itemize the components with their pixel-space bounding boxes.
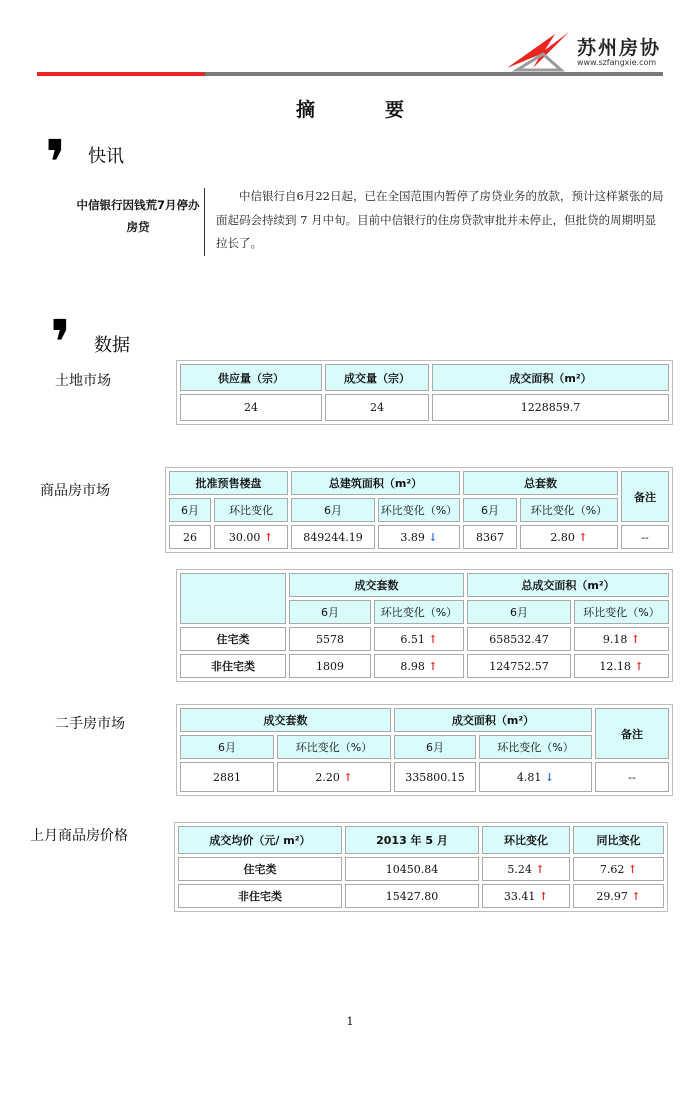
commercial-market-label: 商品房市场 xyxy=(40,483,110,499)
table-cell: -- xyxy=(595,762,669,792)
table-subheader: 6月 xyxy=(291,498,375,522)
brand-url: www.szfangxie.com xyxy=(577,58,657,67)
table-subheader: 6月 xyxy=(180,735,274,759)
table-subheader: 环比变化 xyxy=(214,498,288,522)
page-title: 摘要 xyxy=(295,99,474,121)
table-subheader: 6月 xyxy=(289,600,371,624)
page-number: 1 xyxy=(346,1015,354,1028)
table-cell: 7.62 ↑ xyxy=(573,857,664,881)
section-comma-icon: ❜ xyxy=(50,306,72,379)
arrow-up-icon: ↑ xyxy=(428,659,438,673)
arrow-up-icon: ↑ xyxy=(428,632,438,646)
table-subheader: 环比变化（%） xyxy=(378,498,460,522)
table-subheader: 6月 xyxy=(463,498,517,522)
brand-name: 苏州房协 xyxy=(577,37,662,59)
table-cell: 2.20 ↑ xyxy=(277,762,391,792)
arrow-up-icon: ↑ xyxy=(627,862,638,876)
table-cell: 3.89 ↓ xyxy=(378,525,460,549)
arrow-up-icon: ↑ xyxy=(538,889,549,903)
section-comma-icon: ❜ xyxy=(45,126,67,199)
news-headline: 中信银行因钱荒7月停办房贷 xyxy=(76,198,200,234)
table-header: 成交套数 xyxy=(180,708,391,732)
arrow-up-icon: ↑ xyxy=(535,862,545,876)
table-header: 成交面积（m²） xyxy=(432,364,669,391)
header-rule-grey xyxy=(205,72,663,76)
table-cell: -- xyxy=(621,525,669,549)
table-subheader: 环比变化（%） xyxy=(277,735,391,759)
price-table xyxy=(174,822,668,912)
table-subheader: 环比变化（%） xyxy=(479,735,592,759)
table-cell: 335800.15 xyxy=(394,762,476,792)
table-cell: 29.97 ↑ xyxy=(573,884,664,908)
row-label: 非住宅类 xyxy=(180,654,286,678)
table-cell: 1228859.7 xyxy=(432,394,669,421)
table-header: 成交面积（m²） xyxy=(394,708,592,732)
table-cell: 24 xyxy=(325,394,429,421)
table-header: 总套数 xyxy=(463,471,618,495)
table-header: 供应量（宗） xyxy=(180,364,322,391)
table-cell: 10450.84 xyxy=(345,857,479,881)
table-cell: 1809 xyxy=(289,654,371,678)
table-cell: 5.24 ↑ xyxy=(482,857,570,881)
table-header: 环比变化 xyxy=(482,826,570,854)
table-subheader: 环比变化（%） xyxy=(574,600,669,624)
table-cell: 8.98 ↑ xyxy=(374,654,464,678)
table-header: 2013 年 5 月 xyxy=(345,826,479,854)
table-cell: 8367 xyxy=(463,525,517,549)
table-header: 成交均价（元/ m²） xyxy=(178,826,342,854)
table-subheader: 6月 xyxy=(394,735,476,759)
table-header: 总建筑面积（m²） xyxy=(291,471,460,495)
arrow-up-icon: ↑ xyxy=(631,889,641,903)
arrow-down-icon: ↓ xyxy=(544,770,555,784)
table-subheader: 环比变化（%） xyxy=(520,498,618,522)
row-label: 住宅类 xyxy=(180,627,286,651)
secondhand-market-table xyxy=(176,704,673,796)
table-cell: 26 xyxy=(169,525,211,549)
table-cell: 5578 xyxy=(289,627,371,651)
land-market-label: 土地市场 xyxy=(55,373,111,389)
news-body: 中信银行自6月22日起，已在全国范围内暂停了房贷业务的放款，预计这样紧张的局面起码会持续到 7 月中旬。目前中信银行的住房贷款审批并未停止，但批贷的周期明显拉长了。 xyxy=(216,189,664,250)
table-subheader: 环比变化（%） xyxy=(374,600,464,624)
arrow-down-icon: ↓ xyxy=(428,530,438,544)
commercial-market-table xyxy=(165,467,673,553)
data-section-title: 数据 xyxy=(94,335,130,356)
table-cell: 30.00 ↑ xyxy=(214,525,288,549)
table-header: 备注 xyxy=(621,471,669,522)
table-cell: 12.18 ↑ xyxy=(574,654,669,678)
table-header: 同比变化 xyxy=(573,826,664,854)
arrow-up-icon: ↑ xyxy=(263,530,274,544)
secondhand-market-label: 二手房市场 xyxy=(55,716,125,732)
table-cell: 2.80 ↑ xyxy=(520,525,618,549)
table-cell: 33.41 ↑ xyxy=(482,884,570,908)
arrow-up-icon: ↑ xyxy=(578,530,588,544)
table-header: 总成交面积（m²） xyxy=(467,573,669,597)
news-section-title: 快讯 xyxy=(88,146,124,167)
logo-mark-icon xyxy=(503,28,575,72)
row-label: 住宅类 xyxy=(178,857,342,881)
table-subheader: 6月 xyxy=(467,600,571,624)
table-subheader: 6月 xyxy=(169,498,211,522)
table-cell: 4.81 ↓ xyxy=(479,762,592,792)
deals-breakdown-table xyxy=(176,569,673,682)
arrow-up-icon: ↑ xyxy=(343,770,353,784)
land-market-table xyxy=(176,360,673,425)
table-cell: 6.51 ↑ xyxy=(374,627,464,651)
table-cell: 15427.80 xyxy=(345,884,479,908)
table-corner xyxy=(180,573,286,624)
table-header: 成交套数 xyxy=(289,573,464,597)
news-divider xyxy=(204,188,205,256)
arrow-up-icon: ↑ xyxy=(634,659,644,673)
row-label: 非住宅类 xyxy=(178,884,342,908)
table-cell: 658532.47 xyxy=(467,627,571,651)
header-rule-red xyxy=(37,72,205,76)
table-header: 备注 xyxy=(595,708,669,759)
table-cell: 24 xyxy=(180,394,322,421)
price-section-label: 上月商品房价格 xyxy=(30,828,128,844)
table-cell: 849244.19 xyxy=(291,525,375,549)
table-cell: 2881 xyxy=(180,762,274,792)
table-header: 成交量（宗） xyxy=(325,364,429,391)
table-cell: 124752.57 xyxy=(467,654,571,678)
table-header: 批准预售楼盘 xyxy=(169,471,288,495)
table-cell: 9.18 ↑ xyxy=(574,627,669,651)
arrow-up-icon: ↑ xyxy=(630,632,641,646)
